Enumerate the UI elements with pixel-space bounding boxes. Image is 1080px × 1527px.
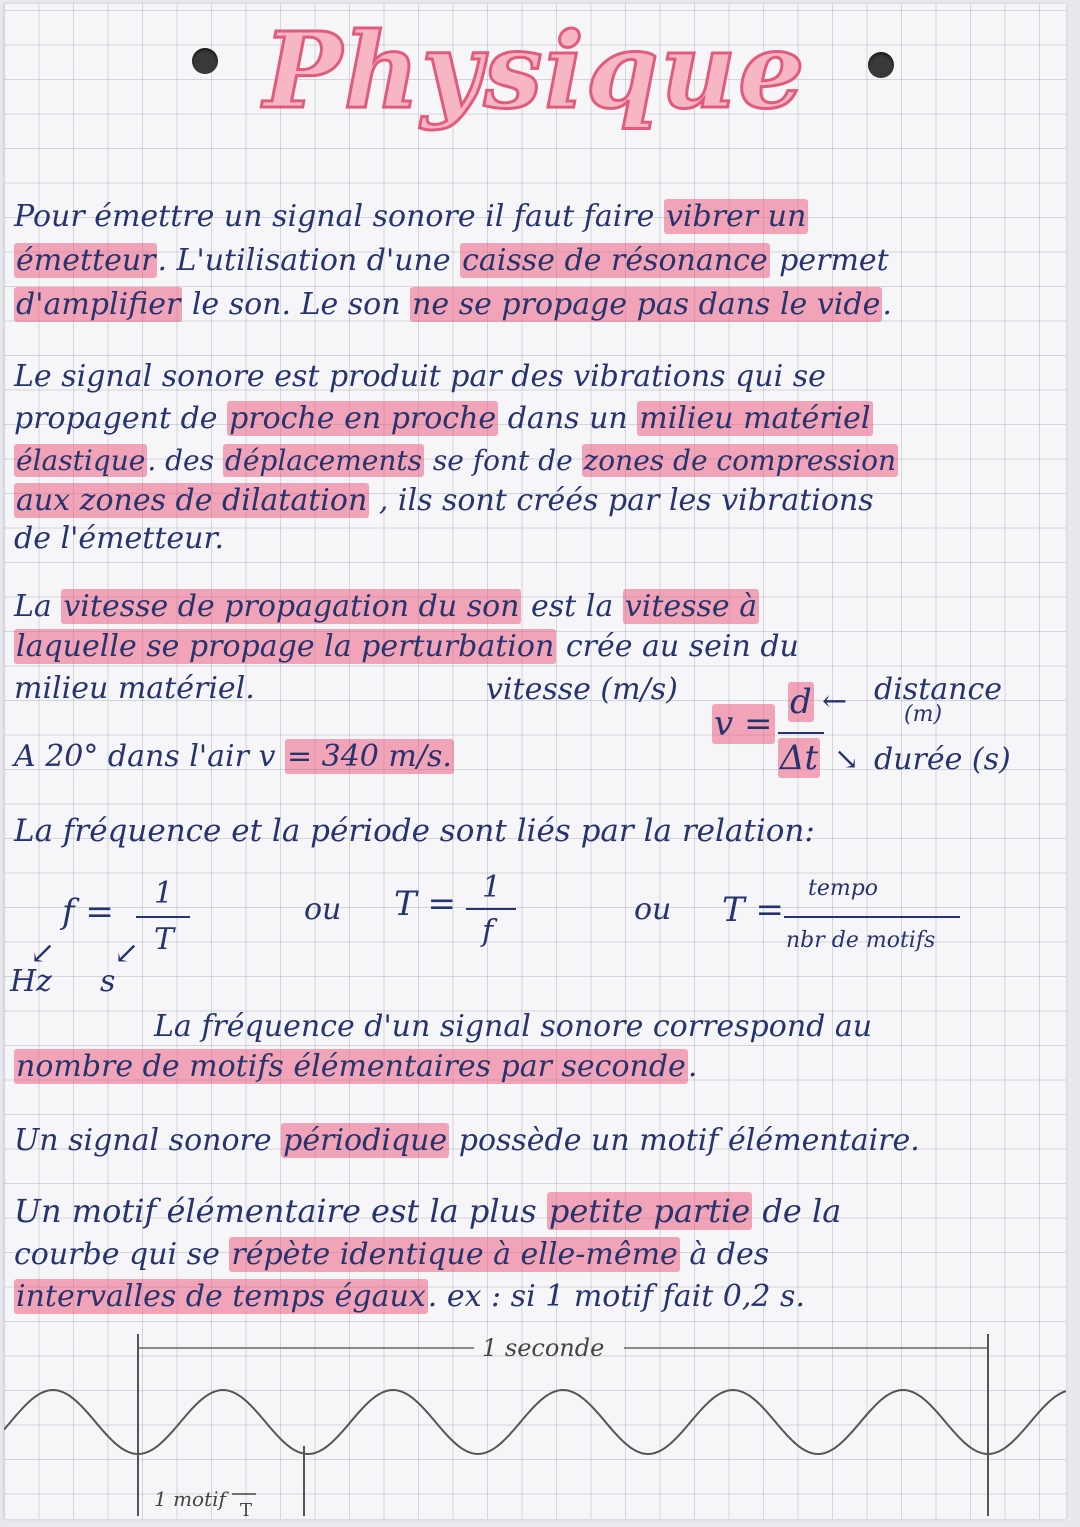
- p5-text: courbe qui se: [14, 1237, 230, 1272]
- motif-T-label: T: [240, 1500, 253, 1516]
- p2-line-4: [14, 484, 874, 518]
- p2-line-5: [14, 522, 224, 556]
- p4-highlight: nombre de motifs élémentaires par seconde: [16, 1049, 686, 1084]
- fraction-bar-speed: [778, 732, 824, 734]
- p5-highlight: périodique: [283, 1123, 448, 1158]
- p5-text: possède un motif élémentaire.: [449, 1123, 920, 1158]
- arrow-hz: ↙: [30, 936, 56, 971]
- formula-f: f =: [62, 892, 114, 932]
- p4-freq-line-2: [14, 1050, 697, 1084]
- one-second-label: 1 seconde: [482, 1334, 605, 1362]
- p2-text: Le signal sonore est produit par des vibrations qui se: [14, 359, 826, 394]
- distance-unit: (m): [904, 702, 943, 727]
- p4-line-1: [14, 814, 815, 848]
- p4-text: La fréquence d'un signal sonore correspond au: [154, 1009, 873, 1044]
- p3-highlight: laquelle se propage la perturbation: [16, 629, 555, 664]
- p5-text: de la: [752, 1192, 842, 1230]
- p4-freq-line-1: [154, 1010, 872, 1044]
- p3-text: La: [14, 589, 62, 624]
- p2-highlight: déplacements: [224, 444, 422, 477]
- p2-highlight: zones de compression: [583, 444, 896, 477]
- p5-highlight: petite partie: [548, 1192, 751, 1230]
- dt-symbol: Δt: [780, 738, 819, 778]
- p1-highlight: d'amplifier: [16, 287, 181, 322]
- fraction-bar-T: [466, 908, 516, 910]
- air-speed-line: [14, 740, 454, 774]
- p4-text: La fréquence et la période sont liés par la relation:: [14, 813, 815, 849]
- p1-highlight: émetteur: [16, 243, 156, 278]
- p4-text: .: [687, 1049, 698, 1084]
- p2-text: , ils sont créés par les vibrations: [369, 483, 874, 518]
- distance-label: distance: [874, 672, 1003, 707]
- p3-text: crée au sein du: [556, 629, 799, 664]
- duration-label: durée (s): [874, 742, 1011, 777]
- p2-highlight: milieu matériel: [639, 401, 871, 436]
- p1-text: permet: [769, 243, 889, 278]
- p1-highlight: vibrer un: [665, 199, 807, 234]
- p2-text: propagent de: [14, 401, 228, 436]
- p5-line-2: [14, 1194, 841, 1228]
- fraction-bar-T2: [784, 916, 960, 918]
- p5-line-1: [14, 1124, 920, 1158]
- p2-text: de l'émetteur.: [14, 521, 225, 556]
- wave-curve: [4, 1390, 1066, 1454]
- p3-text: est la: [521, 589, 623, 624]
- p1-text: .: [882, 287, 892, 322]
- p5-line-3: [14, 1238, 769, 1272]
- or-2: ou: [634, 892, 672, 927]
- formula-f-num: 1: [154, 876, 174, 911]
- p3-text: milieu matériel.: [14, 671, 255, 706]
- p1-text: Pour émettre un signal sonore il faut faire: [14, 199, 664, 234]
- p2-highlight: élastique: [16, 444, 146, 477]
- p3-line-3: [14, 672, 255, 706]
- or-1: ou: [304, 892, 342, 927]
- p2-text: se font de: [424, 444, 582, 477]
- notebook-page: [4, 4, 1066, 1519]
- dt-arrow: ↘: [834, 742, 860, 777]
- p3-highlight: vitesse à: [624, 589, 758, 624]
- page-title: Physique: [263, 9, 807, 132]
- formula-T: T =: [394, 884, 456, 924]
- p2-line-1: [14, 360, 826, 394]
- p2-line-3: [14, 444, 898, 478]
- p3-text: A 20° dans l'air v: [14, 739, 285, 774]
- v-symbol: v =: [714, 704, 773, 744]
- p3-line-2: [14, 630, 799, 664]
- p5-text: . ex : si 1 motif fait 0,2 s.: [427, 1279, 805, 1314]
- formula-T2: T =: [722, 890, 784, 930]
- p1-line-1: [14, 200, 808, 234]
- p5-text: Un motif élémentaire est la plus: [14, 1192, 547, 1230]
- p2-highlight: aux zones de dilatation: [16, 483, 368, 518]
- arrow-s: ↙: [114, 936, 140, 971]
- formula-T-den: f: [482, 914, 494, 949]
- formula-nbr: nbr de motifs: [786, 928, 936, 953]
- p5-text: à des: [679, 1237, 770, 1272]
- d-arrow: ←: [822, 684, 848, 719]
- p1-highlight: caisse de résonance: [462, 243, 768, 278]
- p5-text: Un signal sonore: [14, 1123, 282, 1158]
- p1-line-2: [14, 244, 889, 278]
- p3-highlight: = 340 m/s.: [286, 739, 452, 774]
- p3-highlight: vitesse de propagation du son: [63, 589, 520, 624]
- p2-text: dans un: [498, 401, 638, 436]
- p1-highlight: ne se propage pas dans le vide: [412, 287, 881, 322]
- p2-text: . des: [147, 444, 223, 477]
- unit-s: s: [100, 964, 116, 999]
- p2-line-2: [14, 402, 873, 436]
- unit-hz: Hz: [10, 964, 52, 999]
- d-symbol: d: [790, 682, 812, 722]
- p2-highlight: proche en proche: [229, 401, 497, 436]
- p5-highlight: intervalles de temps égaux: [16, 1279, 426, 1314]
- one-motif-label: 1 motif: [154, 1487, 226, 1511]
- formula-f-den: T: [154, 922, 175, 957]
- sound-wave-diagram: [4, 1326, 1066, 1516]
- p5-highlight: répète identique à elle-même: [231, 1237, 678, 1272]
- p1-line-3: [14, 288, 892, 322]
- p1-text: . L'utilisation d'une: [157, 243, 461, 278]
- speed-label: vitesse (m/s): [486, 672, 678, 707]
- formula-T-num: 1: [482, 870, 502, 905]
- p1-text: le son. Le son: [182, 287, 411, 322]
- fraction-bar-f: [136, 916, 190, 918]
- p5-line-4: [14, 1280, 805, 1314]
- formula-tempo: tempo: [808, 876, 879, 901]
- p3-line-1: [14, 590, 759, 624]
